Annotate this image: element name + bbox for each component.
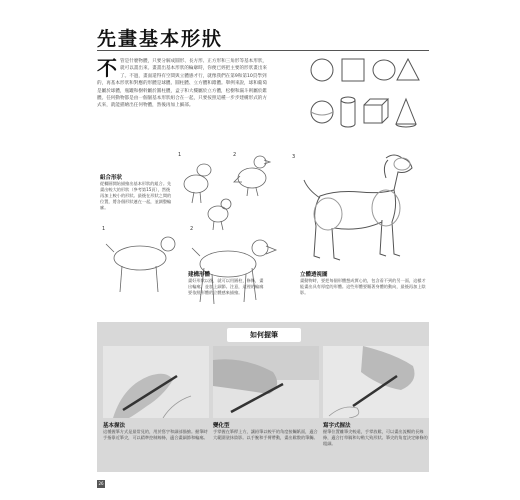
- intro-paragraph: [97, 58, 267, 110]
- svg-text:3: 3: [292, 154, 296, 160]
- note-build-text: 畫好形狀以後，就可以用圓柱，修飾，畫出輪廓，並加上細節。注意，這裡的輪廓要依照形體的立體感來描繪。: [188, 278, 264, 295]
- svg-text:1: 1: [102, 226, 106, 232]
- grip-caption-writing-heading: 寫字式握法: [323, 423, 351, 429]
- note-build-form: [188, 270, 264, 296]
- grip-photo-writing: [323, 346, 429, 418]
- svg-text:2: 2: [190, 226, 194, 232]
- note-combine-shapes: [100, 173, 172, 211]
- dog-sketch-shapes: [100, 222, 280, 312]
- svg-text:1: 1: [178, 152, 182, 158]
- note-build-heading: 建構形體: [188, 272, 211, 278]
- grip-photo-variant: [213, 346, 319, 418]
- title-rule: [97, 50, 429, 51]
- note-solid-text: 畫動物時，要把每個形體想成實心的，包含看不到的另一面，這樣才能畫出具有厚度的形體。這些形體要順著身體的動向，最後再加上陰影。: [300, 278, 426, 295]
- intro-body: 管是什麼物體，只要分解成圓形、長方形、正方形和三角形等基本形狀，就可以畫出來。畫畫出基本形狀的輪廓時，你便已經把主要的形狀畫出來了。不過，畫面還得有空間與立體感才行，就像我們在第9和第10頁學到的，再基本形狀和對應的形體是球體、圓柱體、立方體和錐體。舉例來說，球和葡萄是屬於球體，瓶罐和樹幹屬於圓柱體，盒子和大樓屬於立方體，松樹和漏斗則屬於錐體。任何動物都是由一個個基本形狀組合在一起，只要按照這種一步步建構形式的方式來，就能描繪出任何物體，然後再加上細部。: [97, 59, 268, 109]
- grip-caption-variant-heading: 變化型: [213, 423, 230, 429]
- note-combine-heading: 組合形狀: [100, 175, 123, 181]
- grip-caption-variant-text: 手掌握在筆桿上方，讓鉛筆以較平的角度接觸紙面，適合大範圍塗抹陰影。以手腕和手臂帶動，畫出鬆散的筆觸。: [213, 429, 318, 440]
- svg-text:2: 2: [233, 152, 237, 158]
- grip-caption-variant: [213, 421, 319, 441]
- drop-cap: 不: [97, 56, 117, 80]
- note-solid-view: [300, 270, 426, 296]
- grip-caption-basic-heading: 基本握法: [103, 423, 126, 429]
- grip-photo-basic: [103, 346, 209, 418]
- grip-caption-basic-text: 這種握筆方式是最常見的，用於寫字和細部描繪。握筆時手指靠近筆尖，可以精準控制線條，適合畫細節和輪廓。: [103, 429, 208, 440]
- note-solid-heading: 立體透視圖: [300, 272, 328, 278]
- note-combine-text: 從橢圓開始描繪出基本形狀的組合。先畫出較大的形狀（參考第15頁），然後再加上較小的形狀。最後在形狀之間的位置，將各個形狀連在一起，並調整輪廓。: [100, 181, 172, 210]
- basic-shapes-illustration: [300, 54, 425, 139]
- grip-caption-basic: [103, 421, 209, 441]
- grip-section-title: 如何握筆: [227, 328, 301, 342]
- grip-caption-writing-text: 握筆位置離筆尖較遠，手掌放鬆，可以畫出流暢的長線條，適合打草稿和勾勒大致形狀。筆尖的角度決定線條的粗細。: [323, 429, 428, 446]
- page-title: 先畫基本形狀: [97, 28, 224, 50]
- grip-caption-writing: [323, 421, 429, 447]
- page-number: 26: [98, 481, 104, 486]
- dog-sketch-large: [290, 150, 430, 275]
